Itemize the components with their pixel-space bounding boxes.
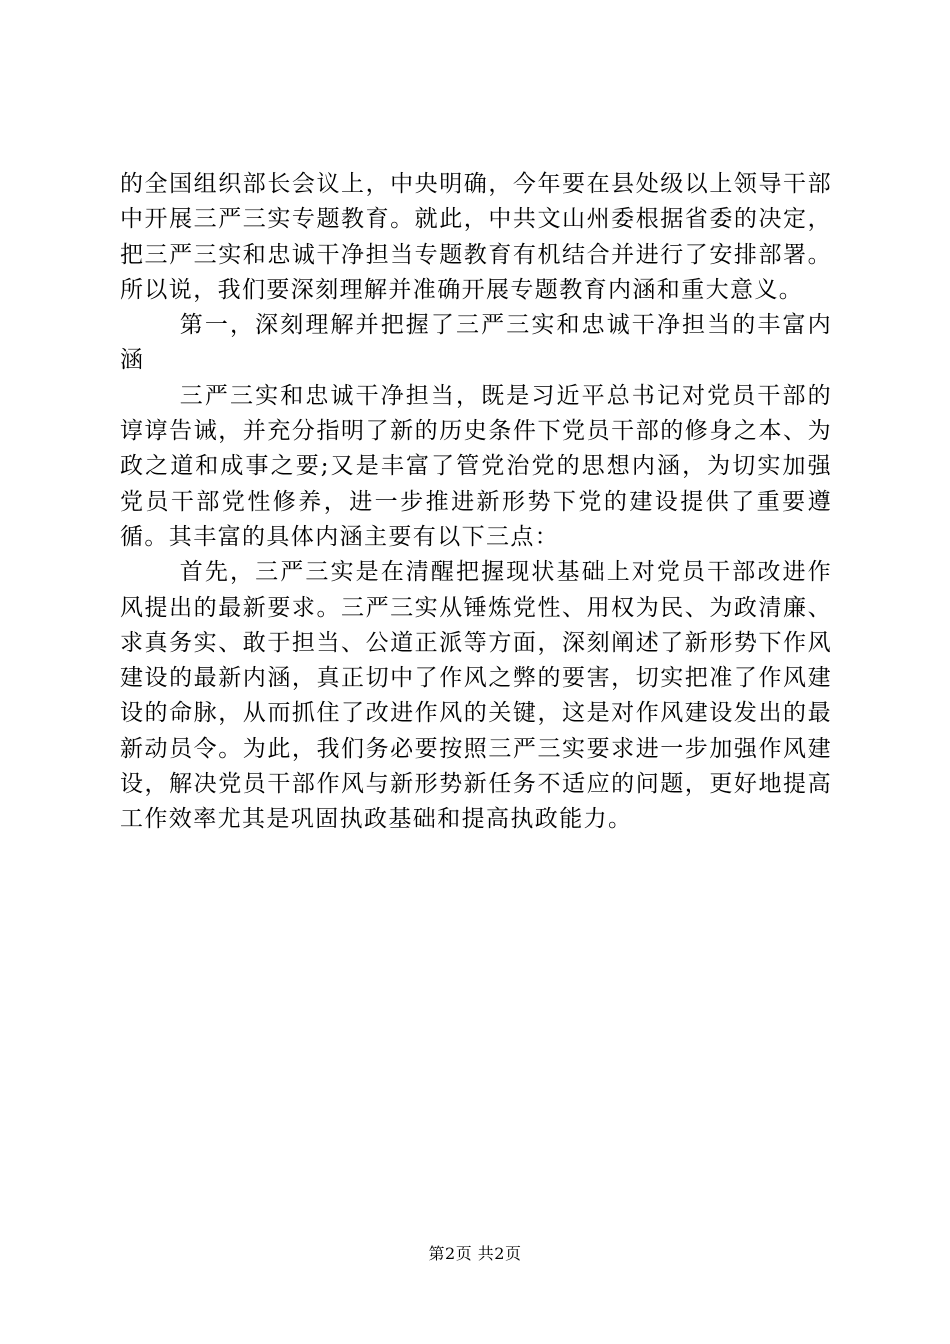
document-body (120, 167, 832, 838)
paragraph-intro: 三严三实和忠诚干净担当，既是习近平总书记对党员干部的谆谆告诫，并充分指明了新的历史条件下党员干部的修身之本、为政之道和成事之要;又是丰富了管党治党的思想内涵，为切实加强党员干部党性修养，进一步推进新形势下党的建设提供了重要遵循。其丰富的具体内涵主要有以下三点： (120, 382, 832, 550)
paragraph-first-point: 首先，三严三实是在清醒把握现状基础上对党员干部改进作风提出的最新要求。三严三实从锤炼党性、用权为民、为政清廉、求真务实、敢于担当、公道正派等方面，深刻阐述了新形势下作风建设的最新内涵，真正切中了作风之弊的要害，切实把准了作风建设的命脉，从而抓住了改进作风的关键，这是对作风建设发出的最新动员令。为此，我们务必要按照三严三实要求进一步加强作风建设，解决党员干部作风与新形势新任务不适应的问题，更好地提高工作效率尤其是巩固执政基础和提高执政能力。 (120, 559, 832, 833)
paragraph-continuation: 的全国组织部长会议上，中央明确，今年要在县处级以上领导干部中开展三严三实专题教育。就此，中共文山州委根据省委的决定，把三严三实和忠诚干净担当专题教育有机结合并进行了安排部署。所以说，我们要深刻理解并准确开展专题教育内涵和重大意义。 (120, 171, 832, 303)
section-heading: 第一，深刻理解并把握了三严三实和忠诚干净担当的丰富内涵 (120, 312, 832, 374)
page-number-footer: 第2页 共2页 (428, 1244, 522, 1263)
